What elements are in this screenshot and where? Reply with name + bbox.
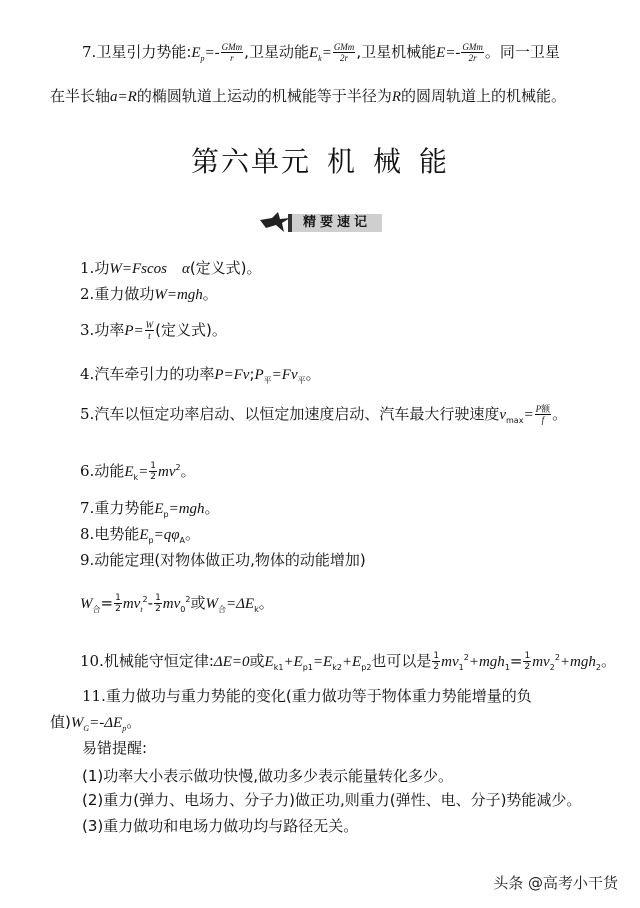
item-9: 9.动能定理(对物体做正功,物体的动能增加)	[80, 551, 366, 569]
tip-2: (2)重力(弹力、电场力、分子力)做正功,则重力(弹性、电、分子)势能减少。	[82, 791, 582, 809]
top-line-2: 在半长轴a=R的椭圆轨道上运动的机械能等于半径为R的圆周轨道上的机械能。	[50, 87, 567, 105]
item-3: 3.功率P= $\frac{W}{t}$ (定义式)。	[80, 320, 227, 341]
section-badge	[258, 210, 384, 236]
frac-gmm-r: $\frac{\text{GMm}}{r}$	[221, 42, 243, 63]
item-6: 6.动能$E_k=$ $\frac{1}{2}$ $mv^2$。	[80, 461, 196, 482]
item-9-formula: $W_合=$ $\frac{1}{2}$ $mv_t^2-$ $\frac{1}{2}$ $mv_0^2$或$W_合=\Delta E_k$。	[80, 593, 274, 614]
item-11-cont: 值)$W_G=-\Delta E_p$。	[50, 713, 142, 733]
tips-heading: 易错提醒:	[82, 739, 148, 757]
item-11: 11.重力做功与重力势能的变化(重力做功等于物体重力势能增量的负	[82, 687, 532, 705]
item-10: 10.机械能守恒定律:ΔE=0或$E_{k1}+E_{p1}=E_{k2}+E_{p2}$也可以是 $\frac{1}{2}$ $mv_1^2+mgh_1=$ $\frac{1}{2}$ $mv_2^2+mgh_2$。	[80, 651, 616, 672]
item-5: 5.汽车以恒定功率启动、以恒定加速度启动、汽车最大行驶速度$v_{max}=$ $\frac{\text{P额}}{f}$ 。	[80, 404, 568, 425]
item-4: 4.汽车牵引力的功率$P=Fv;P_平=Fv_平$。	[80, 365, 321, 385]
frac-gmm-2r: $\frac{\text{GMm}}{2r}$	[333, 42, 355, 63]
tip-3: (3)重力做功和电场力做功均与路径无关。	[82, 817, 359, 835]
top-line-1: 7.卫星引力势能$:E_p=-$ $\frac{\text{GMm}}{r}$ ,卫星动能$E_k=$ $\frac{\text{GMm}}{2r}$ ,卫星机械能E=- $\frac{\text{GMm}}{2r}$ 。同一卫星	[82, 42, 560, 63]
item-8: 8.电势能$E_p=q\varphi_A$。	[80, 525, 200, 545]
source-watermark: 头条 @高考小干货	[493, 874, 618, 892]
badge-label: 精要速记	[288, 214, 382, 232]
item-1: 1.功W=Fscos α(定义式)。	[80, 259, 262, 277]
page-title: 第六单元 机 械 能	[190, 145, 450, 178]
frac-gmm-2r-b: $\frac{\text{GMm}}{2r}$	[462, 42, 483, 63]
bird-icon	[258, 210, 292, 236]
tip-1: (1)功率大小表示做功快慢,做功多少表示能量转化多少。	[82, 767, 454, 785]
item-2: 2.重力做功W=mgh。	[80, 285, 218, 303]
item-7: 7.重力势能$E_p=mgh$。	[80, 499, 220, 519]
